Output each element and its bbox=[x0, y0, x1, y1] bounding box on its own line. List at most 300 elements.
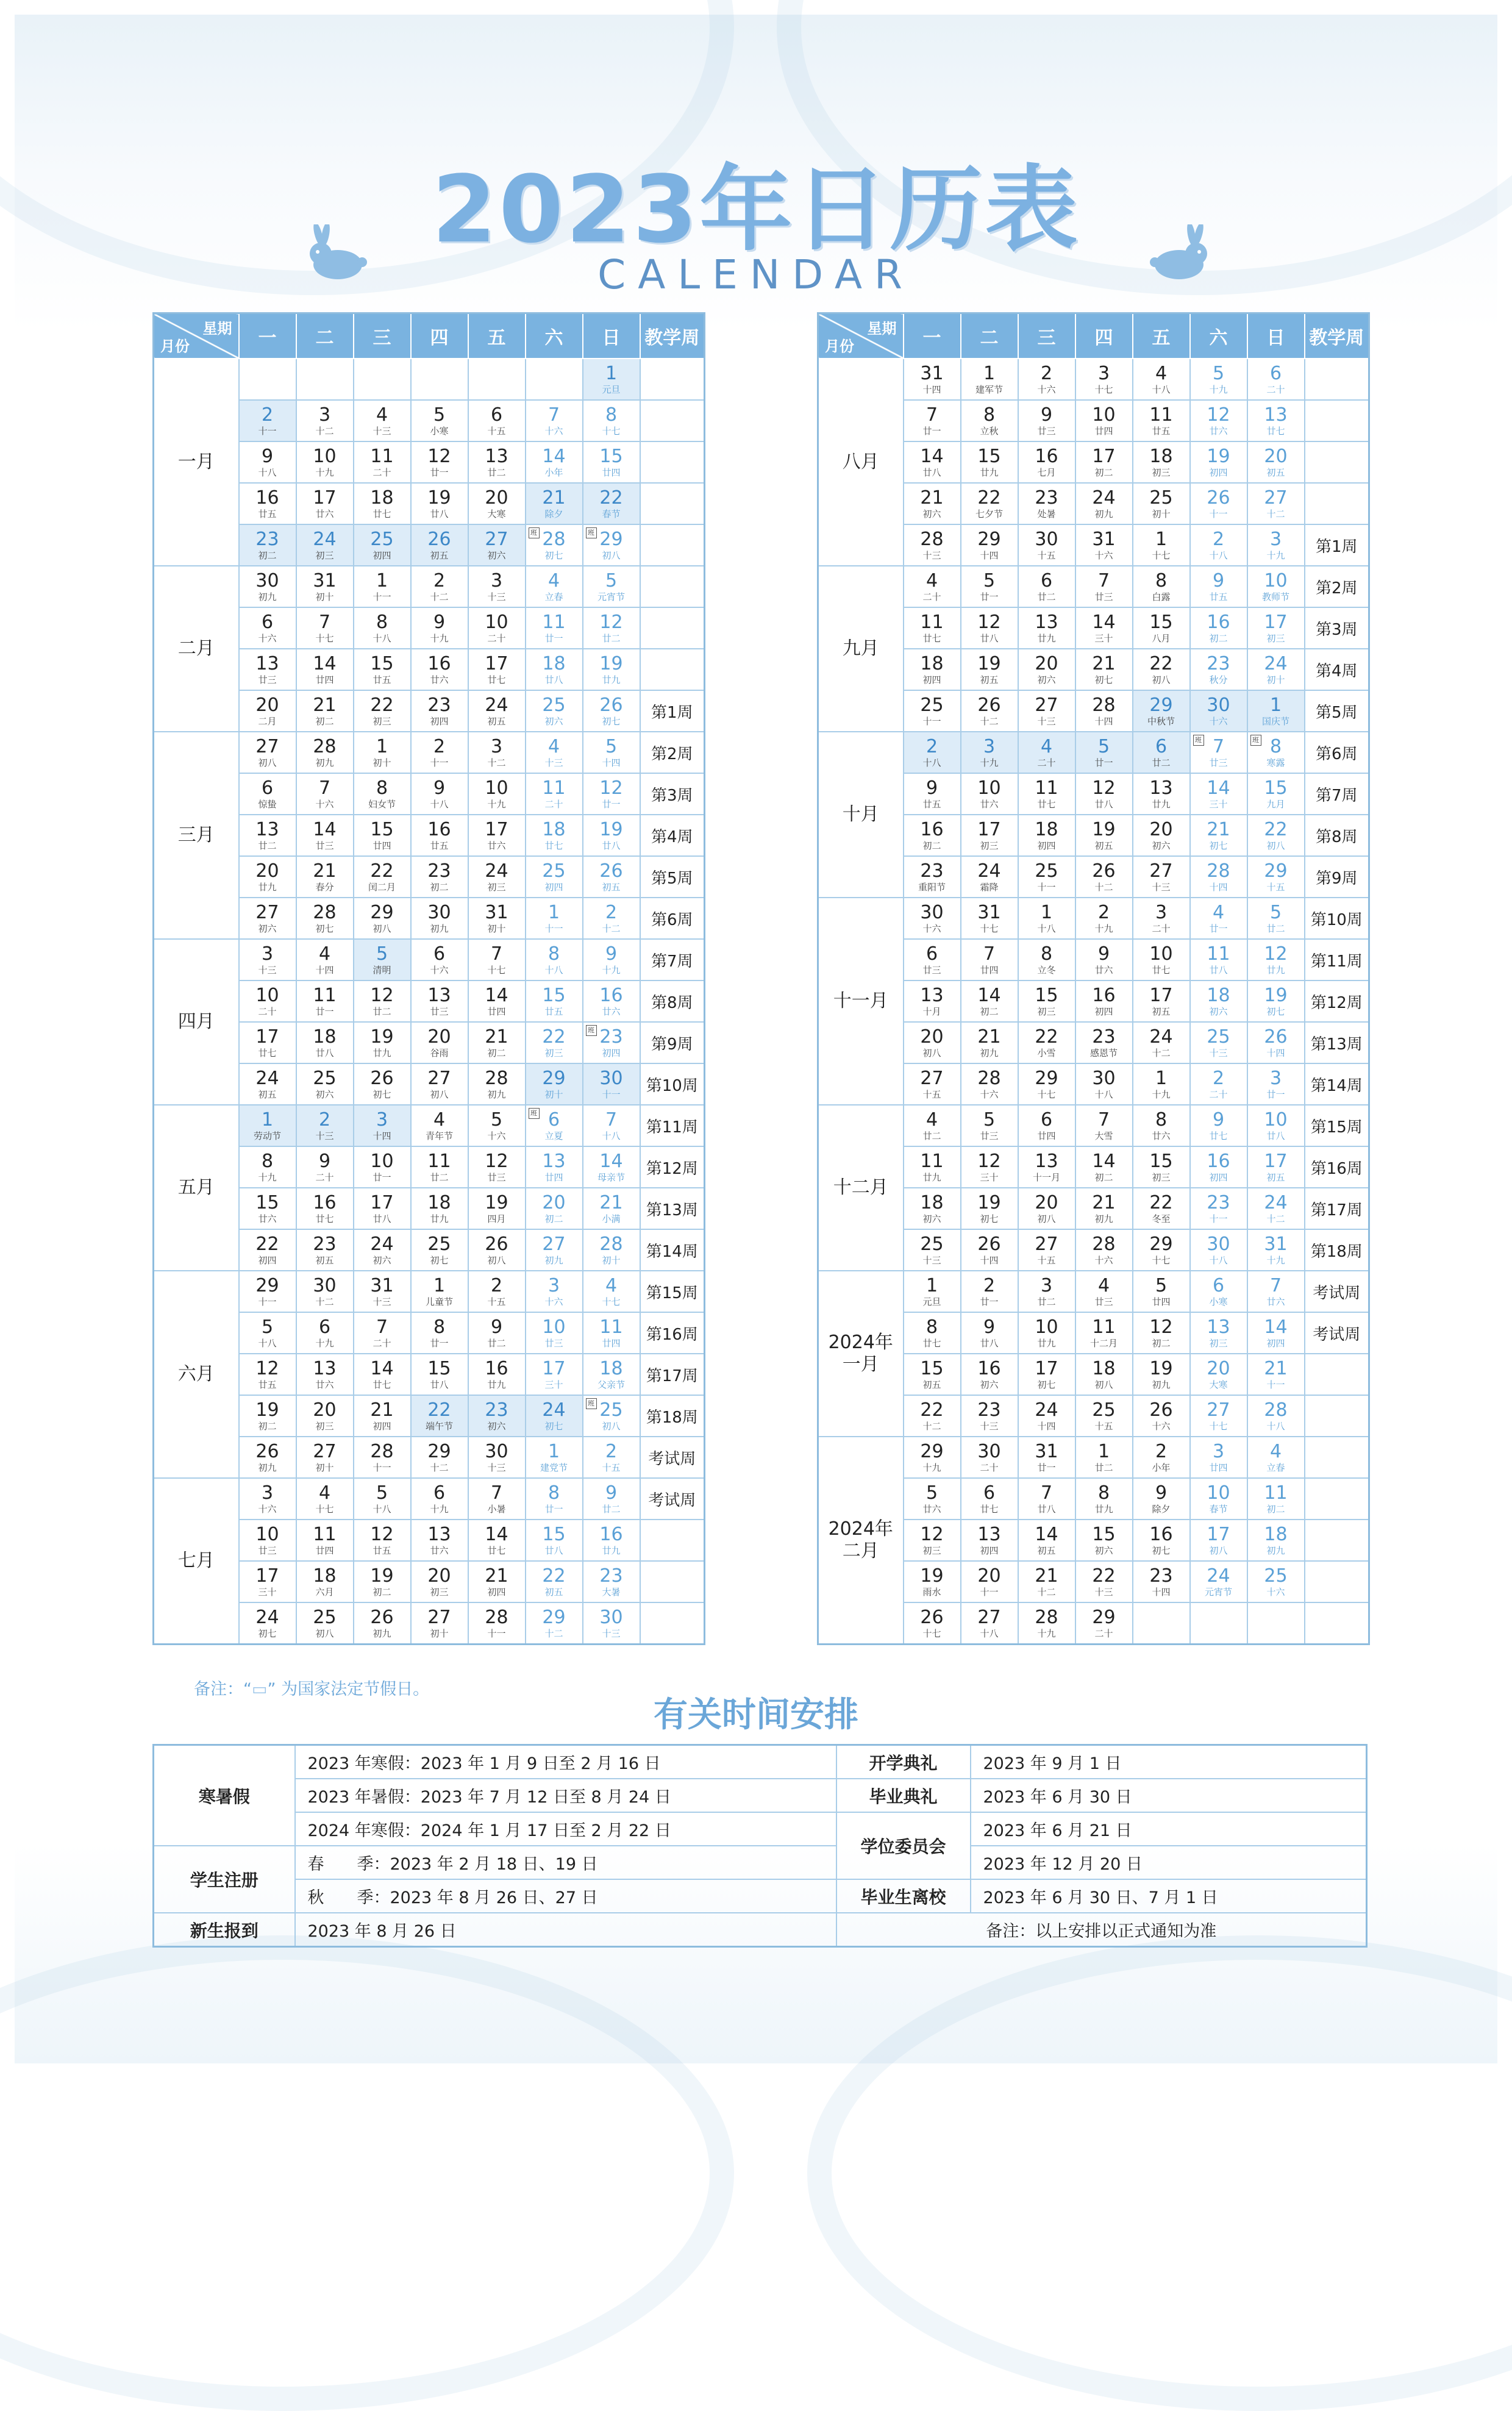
lunar-date: 十八 bbox=[1266, 1421, 1285, 1432]
lunar-date: 初五 bbox=[430, 550, 449, 561]
day-cell bbox=[296, 400, 354, 441]
day-cell bbox=[1075, 483, 1133, 524]
opening-label: 开学典礼 bbox=[836, 1745, 971, 1779]
lunar-date: 十九 bbox=[487, 799, 506, 810]
day-cell bbox=[468, 1022, 526, 1063]
weekday-header: 五 bbox=[468, 313, 526, 359]
lunar-date: 大寒 bbox=[487, 509, 506, 520]
lunar-date: 初七 bbox=[980, 1213, 999, 1224]
day-cell bbox=[1018, 1063, 1075, 1105]
month-label-cell bbox=[154, 1478, 239, 1645]
day-number: 10 bbox=[255, 985, 279, 1006]
day-number: 6 bbox=[433, 943, 446, 965]
rabbit-icon bbox=[302, 224, 371, 284]
day-cell bbox=[1133, 524, 1190, 566]
lunar-date: 初二 bbox=[430, 882, 449, 893]
day-cell bbox=[1190, 1561, 1247, 1602]
day-cell bbox=[1247, 566, 1305, 607]
day-number: 27 bbox=[427, 1607, 451, 1628]
week-row bbox=[818, 566, 1369, 607]
day-cell bbox=[239, 939, 296, 980]
day-cell bbox=[526, 1063, 583, 1105]
lunar-date: 十三 bbox=[373, 426, 391, 437]
lunar-date: 小暑 bbox=[487, 1504, 506, 1515]
month-name: 九月 bbox=[842, 638, 879, 659]
day-number: 29 bbox=[1264, 860, 1288, 882]
month-label-cell bbox=[154, 359, 239, 566]
weekday-header: 三 bbox=[354, 313, 411, 359]
day-cell bbox=[354, 1271, 411, 1312]
day-number: 3 bbox=[1269, 529, 1282, 550]
day-cell bbox=[1247, 856, 1305, 898]
lunar-date: 十二 bbox=[315, 426, 334, 437]
teach-week-cell bbox=[1305, 359, 1369, 400]
day-number: 5 bbox=[605, 736, 618, 757]
weekday-header: 五 bbox=[1133, 313, 1190, 359]
month-name: 五月 bbox=[177, 1177, 215, 1198]
day-cell bbox=[961, 690, 1018, 732]
lunar-date: 十五 bbox=[602, 1462, 621, 1473]
teach-week-cell bbox=[640, 400, 705, 441]
day-cell bbox=[1133, 1437, 1190, 1478]
lunar-date: 廿一 bbox=[544, 1504, 563, 1515]
teach-week-header: 教学周 bbox=[640, 313, 705, 359]
lunar-date: 初九 bbox=[1094, 1213, 1113, 1224]
day-number: 8 bbox=[1155, 1109, 1168, 1130]
day-cell bbox=[239, 607, 296, 649]
day-number: 19 bbox=[370, 1565, 394, 1587]
day-number: 19 bbox=[920, 1565, 944, 1587]
day-cell bbox=[583, 898, 640, 939]
day-cell bbox=[296, 773, 354, 815]
week-row bbox=[154, 1478, 705, 1520]
day-cell bbox=[1133, 773, 1190, 815]
lunar-date: 廿四 bbox=[1037, 1130, 1056, 1141]
lunar-date: 廿七 bbox=[373, 1379, 391, 1390]
day-cell bbox=[1133, 1022, 1190, 1063]
day-number: 3 bbox=[1097, 363, 1110, 384]
lunar-date: 十一 bbox=[430, 757, 449, 768]
day-number: 22 bbox=[1264, 819, 1288, 840]
day-cell bbox=[961, 400, 1018, 441]
day-cell bbox=[411, 1561, 468, 1602]
day-number: 5 bbox=[983, 1109, 996, 1130]
day-number: 20 bbox=[427, 1565, 451, 1587]
month-label-cell bbox=[818, 732, 904, 898]
day-number: 27 bbox=[427, 1068, 451, 1089]
day-number: 29 bbox=[542, 1068, 566, 1089]
summer-2023: 2023 年暑假：2023 年 7 月 12 日至 8 月 24 日 bbox=[295, 1779, 836, 1812]
day-cell bbox=[1133, 732, 1190, 773]
lunar-date: 初二 bbox=[980, 1006, 999, 1017]
day-cell bbox=[1190, 690, 1247, 732]
lunar-date: 廿一 bbox=[373, 1172, 391, 1183]
lunar-date: 七夕节 bbox=[975, 509, 1003, 520]
day-cell bbox=[583, 1602, 640, 1645]
lunar-date: 十九 bbox=[922, 1462, 941, 1473]
lunar-date: 初二 bbox=[1152, 1338, 1171, 1349]
day-number: 1 bbox=[925, 1275, 938, 1296]
day-number: 24 bbox=[255, 1068, 279, 1089]
lunar-date: 十八 bbox=[1094, 1089, 1113, 1100]
day-cell bbox=[296, 732, 354, 773]
day-cell bbox=[904, 1229, 961, 1271]
day-number: 2 bbox=[433, 570, 446, 591]
day-number: 30 bbox=[1207, 1234, 1230, 1255]
lunar-date: 廿六 bbox=[315, 509, 334, 520]
month-name: 2024年 bbox=[828, 1518, 893, 1540]
day-cell bbox=[239, 1561, 296, 1602]
day-number: 1 bbox=[433, 1275, 446, 1296]
day-cell bbox=[1075, 607, 1133, 649]
day-number: 19 bbox=[1207, 446, 1230, 467]
day-number: 13 bbox=[485, 446, 508, 467]
day-number: 29 bbox=[977, 529, 1001, 550]
lunar-date: 八月 bbox=[1152, 633, 1171, 644]
day-cell bbox=[354, 483, 411, 524]
day-cell bbox=[354, 815, 411, 856]
day-number: 29 bbox=[1149, 1234, 1173, 1255]
day-number: 28 bbox=[977, 1068, 1001, 1089]
day-number: 23 bbox=[1207, 1192, 1230, 1213]
lunar-date: 霜降 bbox=[980, 882, 999, 893]
day-number: 10 bbox=[313, 446, 337, 467]
day-number: 13 bbox=[1149, 777, 1173, 799]
day-cell bbox=[1075, 1146, 1133, 1188]
teach-week-cell: 第17周 bbox=[640, 1354, 705, 1395]
day-cell bbox=[411, 524, 468, 566]
day-number: 11 bbox=[313, 985, 337, 1006]
day-number: 12 bbox=[599, 777, 623, 799]
lunar-date: 廿二 bbox=[430, 1172, 449, 1183]
day-cell bbox=[296, 524, 354, 566]
day-cell bbox=[583, 607, 640, 649]
day-number: 6 bbox=[1212, 1275, 1225, 1296]
lunar-date: 廿五 bbox=[373, 1545, 391, 1556]
day-cell bbox=[411, 1188, 468, 1229]
teach-week-cell: 考试周 bbox=[640, 1437, 705, 1478]
day-cell bbox=[1018, 1561, 1075, 1602]
day-number: 14 bbox=[1035, 1524, 1058, 1545]
day-cell bbox=[961, 566, 1018, 607]
day-cell bbox=[961, 1188, 1018, 1229]
day-cell bbox=[1133, 1312, 1190, 1354]
day-number: 14 bbox=[370, 1358, 394, 1379]
day-cell bbox=[1133, 649, 1190, 690]
day-cell bbox=[1247, 898, 1305, 939]
day-number: 30 bbox=[977, 1441, 1001, 1462]
lunar-date: 廿七 bbox=[980, 1504, 999, 1515]
day-number: 12 bbox=[977, 612, 1001, 633]
day-cell bbox=[583, 1437, 640, 1478]
lunar-date: 十三 bbox=[602, 1628, 621, 1639]
lunar-date: 廿一 bbox=[430, 1338, 449, 1349]
day-cell bbox=[961, 1437, 1018, 1478]
lunar-date: 十二 bbox=[980, 716, 999, 727]
day-cell bbox=[583, 1520, 640, 1561]
schedule-title: 有关时间安排 bbox=[654, 1695, 858, 1735]
day-cell bbox=[961, 1105, 1018, 1146]
day-number: 26 bbox=[599, 695, 623, 716]
day-cell bbox=[583, 1354, 640, 1395]
day-number: 17 bbox=[255, 1026, 279, 1048]
day-cell bbox=[411, 773, 468, 815]
day-number: 13 bbox=[255, 819, 279, 840]
lunar-date: 初八 bbox=[922, 1048, 941, 1059]
day-number: 2 bbox=[1212, 529, 1225, 550]
day-cell bbox=[904, 773, 961, 815]
lunar-date: 大暑 bbox=[602, 1587, 621, 1598]
teach-week-cell: 第3周 bbox=[640, 773, 705, 815]
lunar-date: 十二 bbox=[1037, 1587, 1056, 1598]
teach-week-cell bbox=[640, 524, 705, 566]
day-cell bbox=[526, 1022, 583, 1063]
day-cell bbox=[1018, 441, 1075, 483]
lunar-date: 廿一 bbox=[980, 591, 999, 602]
day-number: 17 bbox=[1149, 985, 1173, 1006]
lunar-date: 十四 bbox=[922, 384, 941, 395]
lunar-date: 六月 bbox=[315, 1587, 334, 1598]
day-cell bbox=[1018, 1478, 1075, 1520]
lunar-date: 廿七 bbox=[315, 1213, 334, 1224]
lunar-date: 十六 bbox=[544, 1296, 563, 1307]
degree-label: 学位委员会 bbox=[836, 1812, 971, 1879]
day-cell bbox=[411, 359, 468, 400]
lunar-date: 初三 bbox=[1152, 467, 1171, 478]
lunar-date: 四月 bbox=[487, 1213, 506, 1224]
day-cell bbox=[296, 1229, 354, 1271]
day-number: 7 bbox=[490, 1482, 503, 1504]
lunar-date: 小满 bbox=[602, 1213, 621, 1224]
lunar-date: 端午节 bbox=[425, 1421, 453, 1432]
lunar-date: 初四 bbox=[1209, 1172, 1228, 1183]
lunar-date: 初七 bbox=[373, 1089, 391, 1100]
lunar-date: 廿一 bbox=[602, 799, 621, 810]
lunar-date: 小年 bbox=[544, 467, 563, 478]
lunar-date: 十七 bbox=[1152, 550, 1171, 561]
month-name: 三月 bbox=[177, 824, 215, 846]
lunar-date: 初四 bbox=[373, 1421, 391, 1432]
day-number: 9 bbox=[1097, 943, 1110, 965]
lunar-date: 廿二 bbox=[1037, 1296, 1056, 1307]
lunar-date: 感恩节 bbox=[1089, 1048, 1118, 1059]
day-cell bbox=[1133, 1561, 1190, 1602]
lunar-date: 十二 bbox=[1094, 882, 1113, 893]
day-cell bbox=[904, 400, 961, 441]
month-label-cell bbox=[818, 898, 904, 1105]
day-number: 12 bbox=[255, 1358, 279, 1379]
day-cell bbox=[354, 607, 411, 649]
day-number: 10 bbox=[1264, 1109, 1288, 1130]
day-number: 6 bbox=[547, 1109, 560, 1130]
day-number: 27 bbox=[255, 902, 279, 923]
lunar-date: 初八 bbox=[373, 923, 391, 934]
lunar-date: 十三 bbox=[1209, 1048, 1228, 1059]
day-cell bbox=[1133, 1188, 1190, 1229]
lunar-date: 十四 bbox=[1209, 882, 1228, 893]
lunar-date: 廿九 bbox=[602, 1545, 621, 1556]
lunar-date: 小雪 bbox=[1037, 1048, 1056, 1059]
day-number: 5 bbox=[605, 570, 618, 591]
day-number: 27 bbox=[1207, 1399, 1230, 1421]
lunar-date: 清明 bbox=[373, 965, 391, 976]
lunar-date: 十二 bbox=[430, 1462, 449, 1473]
day-number: 29 bbox=[920, 1441, 944, 1462]
day-number: 20 bbox=[255, 860, 279, 882]
teach-week-cell: 考试周 bbox=[1305, 1271, 1369, 1312]
lunar-date: 廿七 bbox=[1209, 1130, 1228, 1141]
day-number: 20 bbox=[1035, 653, 1058, 674]
lunar-date: 初五 bbox=[1037, 1545, 1056, 1556]
lunar-date: 除夕 bbox=[544, 509, 563, 520]
day-number: 28 bbox=[1092, 695, 1116, 716]
lunar-date: 廿七 bbox=[487, 674, 506, 685]
lunar-date: 十五 bbox=[1037, 550, 1056, 561]
day-number: 9 bbox=[433, 612, 446, 633]
lunar-date: 初三 bbox=[980, 840, 999, 851]
day-number: 12 bbox=[1264, 943, 1288, 965]
month-name: 七月 bbox=[177, 1550, 215, 1571]
lunar-date: 十八 bbox=[544, 965, 563, 976]
lunar-date: 初四 bbox=[258, 1255, 277, 1266]
day-cell bbox=[296, 483, 354, 524]
teach-week-cell: 第2周 bbox=[1305, 566, 1369, 607]
teach-week-cell: 第10周 bbox=[1305, 898, 1369, 939]
day-cell bbox=[1133, 815, 1190, 856]
day-number: 13 bbox=[427, 1524, 451, 1545]
day-number: 23 bbox=[1092, 1026, 1116, 1048]
lunar-date: 二十 bbox=[373, 1338, 391, 1349]
day-cell bbox=[1075, 400, 1133, 441]
day-number: 28 bbox=[313, 736, 337, 757]
day-number: 3 bbox=[1155, 902, 1168, 923]
weekday-header: 二 bbox=[961, 313, 1018, 359]
day-cell bbox=[411, 1063, 468, 1105]
day-cell bbox=[583, 939, 640, 980]
lunar-date: 十三 bbox=[544, 757, 563, 768]
day-cell bbox=[411, 732, 468, 773]
lunar-date: 十一 bbox=[544, 923, 563, 934]
day-number: 23 bbox=[427, 695, 451, 716]
header-corner bbox=[818, 313, 904, 359]
day-number: 7 bbox=[376, 1316, 388, 1338]
lunar-date: 十九 bbox=[315, 1338, 334, 1349]
lunar-date: 教师节 bbox=[1261, 591, 1289, 602]
day-cell bbox=[1075, 1602, 1133, 1645]
day-number: 31 bbox=[1035, 1441, 1058, 1462]
lunar-date: 廿七 bbox=[258, 1048, 277, 1059]
day-cell bbox=[296, 898, 354, 939]
day-number: 10 bbox=[1207, 1482, 1230, 1504]
day-cell bbox=[1018, 524, 1075, 566]
teach-week-cell bbox=[1305, 1520, 1369, 1561]
week-row bbox=[154, 359, 705, 400]
day-cell bbox=[411, 1271, 468, 1312]
day-number: 19 bbox=[977, 653, 1001, 674]
lunar-date: 廿二 bbox=[1152, 757, 1171, 768]
lunar-date: 十三 bbox=[922, 1255, 941, 1266]
lunar-date: 十六 bbox=[544, 426, 563, 437]
day-cell bbox=[411, 1022, 468, 1063]
day-number: 15 bbox=[1149, 1151, 1173, 1172]
teach-week-cell: 第18周 bbox=[1305, 1229, 1369, 1271]
lunar-date: 廿九 bbox=[487, 1379, 506, 1390]
day-cell bbox=[1018, 483, 1075, 524]
day-cell bbox=[583, 1478, 640, 1520]
lunar-date: 雨水 bbox=[922, 1587, 941, 1598]
day-number: 7 bbox=[1040, 1482, 1053, 1504]
lunar-date: 初四 bbox=[487, 1587, 506, 1598]
lunar-date: 廿一 bbox=[1094, 757, 1113, 768]
lunar-date: 妇女节 bbox=[368, 799, 396, 810]
lunar-date: 十六 bbox=[258, 1504, 277, 1515]
day-number: 31 bbox=[370, 1275, 394, 1296]
lunar-date: 十七 bbox=[1094, 384, 1113, 395]
day-number: 15 bbox=[977, 446, 1001, 467]
lunar-date: 十三 bbox=[1152, 882, 1171, 893]
lunar-date: 初九 bbox=[487, 1089, 506, 1100]
day-number: 24 bbox=[542, 1399, 566, 1421]
lunar-date: 十六 bbox=[487, 1130, 506, 1141]
day-cell bbox=[354, 1022, 411, 1063]
lunar-date: 十一 bbox=[258, 1296, 277, 1307]
lunar-date: 十一 bbox=[1037, 882, 1056, 893]
lunar-date: 十四 bbox=[980, 1255, 999, 1266]
weekday-header: 一 bbox=[239, 313, 296, 359]
day-number: 13 bbox=[1035, 1151, 1058, 1172]
day-cell bbox=[1018, 1271, 1075, 1312]
day-cell bbox=[526, 732, 583, 773]
day-cell bbox=[296, 1478, 354, 1520]
lunar-date: 十九 bbox=[1266, 1255, 1285, 1266]
lunar-date: 廿九 bbox=[602, 674, 621, 685]
lunar-date: 母亲节 bbox=[597, 1172, 625, 1183]
day-number: 9 bbox=[1212, 1109, 1225, 1130]
lunar-date: 十六 bbox=[1209, 716, 1228, 727]
lunar-date: 廿八 bbox=[544, 674, 563, 685]
lunar-date: 十三 bbox=[315, 1130, 334, 1141]
lunar-date: 廿二 bbox=[1037, 591, 1056, 602]
day-number: 2 bbox=[433, 736, 446, 757]
lunar-date: 十七 bbox=[315, 1504, 334, 1515]
lunar-date: 初七 bbox=[1152, 1545, 1171, 1556]
lunar-date: 十九 bbox=[1209, 384, 1228, 395]
day-cell bbox=[1018, 732, 1075, 773]
day-number: 31 bbox=[1264, 1234, 1288, 1255]
lunar-date: 廿二 bbox=[602, 633, 621, 644]
day-cell bbox=[583, 1146, 640, 1188]
day-cell bbox=[1133, 1602, 1190, 1645]
day-number: 11 bbox=[920, 1151, 944, 1172]
lunar-date: 廿五 bbox=[1152, 426, 1171, 437]
day-number: 14 bbox=[1264, 1316, 1288, 1338]
day-cell bbox=[239, 566, 296, 607]
day-cell bbox=[354, 566, 411, 607]
day-number: 21 bbox=[920, 487, 944, 509]
lunar-date: 廿六 bbox=[922, 1504, 941, 1515]
lunar-date: 十四 bbox=[315, 965, 334, 976]
lunar-date: 二十 bbox=[1094, 1628, 1113, 1639]
day-cell bbox=[354, 1602, 411, 1645]
day-cell bbox=[961, 939, 1018, 980]
day-number: 25 bbox=[1264, 1565, 1288, 1587]
lunar-date: 十二 bbox=[487, 757, 506, 768]
lunar-date: 初三 bbox=[315, 1421, 334, 1432]
day-number: 3 bbox=[261, 943, 274, 965]
day-cell bbox=[1133, 939, 1190, 980]
lunar-date: 廿四 bbox=[1094, 426, 1113, 437]
day-cell bbox=[411, 400, 468, 441]
